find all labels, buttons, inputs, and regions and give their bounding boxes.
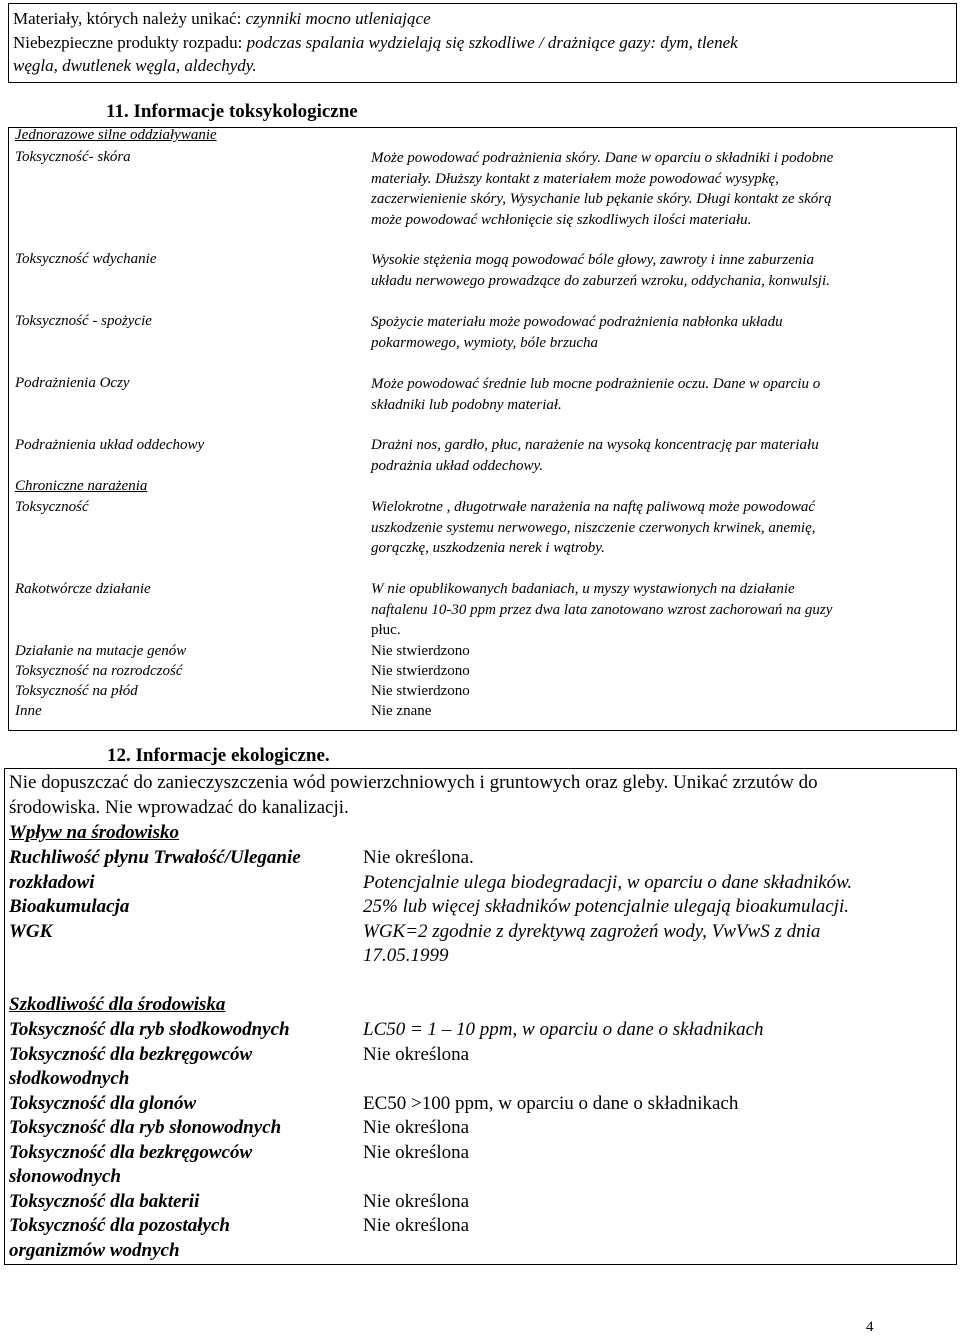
- intro-line: Nie dopuszczać do zanieczyszczenia wód powierzchniowych i gruntowych oraz gleby. Unikać zrzutów do: [9, 772, 818, 793]
- row-inhalation-label: Toksyczność wdychanie: [15, 251, 157, 267]
- other-label: Inne: [15, 703, 42, 719]
- value-line: Wysokie stężenia mogą powodować bóle głowy, zawroty i inne zaburzenia: [371, 252, 815, 268]
- page-number: 4: [866, 1319, 874, 1335]
- degradation-value: Potencjalnie ulega biodegradacji, w oparciu o dane składników.: [363, 871, 853, 893]
- harm-label: organizmów wodnych: [9, 1239, 180, 1261]
- ecology-box: [4, 768, 957, 1265]
- value-line: Drażni nos, gardło, płuc, narażenie na wysoką koncentrację par materiału: [371, 437, 819, 453]
- toxicology-box: [8, 127, 957, 731]
- value-line: Może powodować podrażnienia skóry. Dane w oparciu o składniki i podobne: [371, 150, 834, 166]
- row-respiratory-label: Podrażnienia układ oddechowy: [15, 437, 205, 453]
- harm-value: Nie określona: [363, 1043, 470, 1065]
- section-12-title: 12. Informacje ekologiczne.: [107, 745, 330, 766]
- mobility-label-cont: rozkładowi: [9, 871, 95, 893]
- harm-label: Toksyczność dla ryb słonowodnych: [9, 1117, 282, 1138]
- row-skin-label: Toksyczność- skóra: [15, 149, 131, 165]
- harm-label: słonowodnych: [9, 1166, 121, 1187]
- value-line: materiały. Dłuższy kontakt z materiałem może powodować wysypkę,: [371, 170, 779, 187]
- value-line: Spożycie materiału może powodować podrażnienia nabłonka układu: [371, 314, 783, 330]
- chronic-tox-value: [371, 497, 936, 559]
- value-line: W nie opublikowanych badaniach, u myszy wystawionych na działanie: [371, 581, 795, 597]
- impact-values: [363, 846, 943, 969]
- harm-heading: Szkodliwość dla środowiska: [9, 994, 226, 1015]
- section-11-title: 11. Informacje toksykologiczne: [106, 101, 358, 122]
- impact-labels: [9, 846, 301, 944]
- harm-label: Toksyczność dla bezkręgowców: [9, 1043, 253, 1065]
- harm-value: [363, 1239, 943, 1264]
- value-line: płuc.: [371, 622, 401, 638]
- row-eyes-label: Podrażnienia Oczy: [15, 375, 130, 391]
- row-skin-value: [371, 148, 936, 230]
- value-line: uszkodzenie systemu nerwowego, niszczenie czerwonych krwinek, anemię,: [371, 519, 816, 536]
- harm-value: [363, 1067, 943, 1092]
- value-line: układu nerwowego prowadzące do zaburzeń wzroku, oddychania, konwulsji.: [371, 272, 830, 289]
- harm-values: [363, 1018, 943, 1263]
- reproduction-value: Nie stwierdzono: [371, 663, 470, 679]
- avoid-materials-line: [13, 8, 431, 29]
- avoid-materials-value: czynniki mocno utleniające: [245, 9, 431, 28]
- stability-box: [8, 3, 957, 83]
- intro-line: środowiska. Nie wprowadzać do kanalizacji.: [9, 796, 349, 818]
- avoid-materials-label: Materiały, których należy unikać:: [13, 9, 242, 28]
- mutation-value: Nie stwierdzono: [371, 643, 470, 659]
- harm-label: Toksyczność dla bezkręgowców: [9, 1141, 253, 1163]
- harm-value: Nie określona: [363, 1117, 470, 1138]
- acute-heading: Jednorazowe silne oddziaływanie: [15, 127, 217, 143]
- row-inhalation-value: [371, 250, 936, 291]
- harm-value: Nie określona: [363, 1215, 470, 1236]
- row-ingestion-value: [371, 312, 936, 353]
- tail-values: [371, 641, 470, 721]
- bioaccumulation-label: Bioakumulacja: [9, 896, 130, 917]
- harm-value: Nie określona: [363, 1141, 470, 1163]
- harm-label: Toksyczność dla bakterii: [9, 1190, 200, 1212]
- harm-label: Toksyczność dla ryb słodkowodnych: [9, 1019, 290, 1040]
- value-line: składniki lub podobny materiał.: [371, 396, 562, 413]
- decomposition-line: [13, 32, 953, 53]
- value-line: może powodować wchłonięcie się szkodliwych ilości materiału.: [371, 211, 752, 228]
- harm-label: Toksyczność dla glonów: [9, 1092, 197, 1114]
- value-line: Wielokrotne , długotrwałe narażenia na naftę paliwową może powodować: [371, 499, 816, 515]
- intro-text: [9, 771, 949, 820]
- wgk-value: WGK=2 zgodnie z dyrektywą zagrożeń wody, VwVwS z dnia: [363, 920, 821, 942]
- row-ingestion-label: Toksyczność - spożycie: [15, 313, 152, 329]
- row-eyes-value: [371, 374, 936, 415]
- value-line: pokarmowego, wymioty, bóle brzucha: [371, 334, 599, 351]
- harm-value: Nie określona: [363, 1190, 470, 1212]
- reproduction-label: Toksyczność na rozrodczość: [15, 663, 183, 679]
- mutation-label: Działanie na mutacje genów: [15, 643, 187, 659]
- harm-value: EC50 >100 ppm, w oparciu o dane o składnikach: [363, 1092, 739, 1114]
- value-line: gorączkę, uszkodzenia nerek i wątroby.: [371, 540, 605, 556]
- harm-labels: [9, 1018, 290, 1263]
- mobility-value: Nie określona.: [363, 847, 474, 868]
- harm-value: LC50 = 1 – 10 ppm, w oparciu o dane o składnikach: [363, 1019, 764, 1040]
- value-line: zaczerwienienie skóry, Wysychanie lub pękanie skóry. Długi kontakt ze skórą: [371, 191, 832, 207]
- fetus-label: Toksyczność na płód: [15, 683, 138, 699]
- value-line: podrażnia układ oddechowy.: [371, 457, 544, 474]
- bioaccumulation-value: 25% lub więcej składników potencjalnie ulegają bioakumulacji.: [363, 896, 849, 917]
- harm-value: [363, 1165, 943, 1190]
- other-value: Nie znane: [371, 703, 432, 719]
- row-respiratory-value: [371, 435, 936, 476]
- decomposition-value: podczas spalania wydzielają się szkodliwe / drażniące gazy: dym, tlenek: [246, 33, 738, 52]
- mobility-label: Ruchliwość płynu Trwałość/Uleganie: [9, 847, 301, 868]
- decomposition-value-cont: węgla, dwutlenek węgla, aldechydy.: [13, 56, 257, 75]
- carcino-value: [371, 579, 936, 641]
- wgk-value-cont: 17.05.1999: [363, 945, 449, 966]
- tail-labels: [15, 641, 186, 721]
- value-line: Może powodować średnie lub mocne podrażnienie oczu. Dane w oparciu o: [371, 376, 821, 392]
- harm-label: Toksyczność dla pozostałych: [9, 1215, 230, 1236]
- value-line: naftalenu 10-30 ppm przez dwa lata zanotowano wzrost zachorowań na guzy: [371, 601, 833, 618]
- impact-heading: Wpływ na środowisko: [9, 822, 179, 843]
- chronic-heading: Chroniczne narażenia: [15, 478, 148, 494]
- harm-label: słodkowodnych: [9, 1068, 130, 1089]
- fetus-value: Nie stwierdzono: [371, 683, 470, 699]
- chronic-tox-label: Toksyczność: [15, 499, 89, 515]
- decomposition-label: Niebezpieczne produkty rozpadu:: [13, 33, 243, 52]
- wgk-label: WGK: [9, 920, 53, 942]
- carcino-label: Rakotwórcze działanie: [15, 581, 151, 597]
